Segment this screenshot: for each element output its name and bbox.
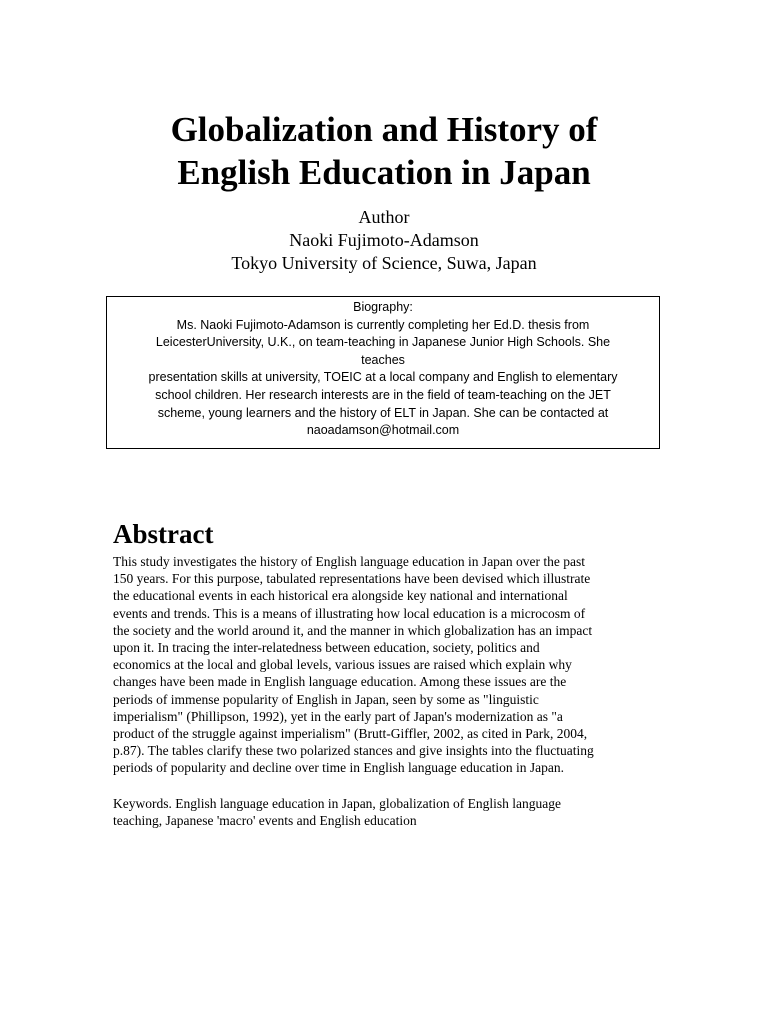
abstract-line: upon it. In tracing the inter-relatedness between education, society, politics and	[113, 640, 540, 656]
paper-title	[0, 108, 768, 194]
abstract-line: events and trends. This is a means of illustrating how local education is a microcosm of	[113, 605, 586, 621]
abstract-line: This study investigates the history of English language education in Japan over the past	[113, 554, 586, 569]
biography-line: teaches	[361, 352, 405, 367]
abstract-line: imperialism" (Phillipson, 1992), yet in the early part of Japan's modernization as "a	[113, 708, 563, 724]
biography-line: presentation skills at university, TOEIC at a local company and English to elementary	[148, 370, 618, 385]
abstract-line: economics at the local and global levels, various issues are raised which explain why	[113, 657, 572, 673]
author-block	[0, 206, 768, 275]
keywords-line: teaching, Japanese 'macro' events and English education	[113, 813, 417, 829]
abstract-line: product of the struggle against imperialism" (Brutt-Giffler, 2002, as cited in Park, 2004,	[113, 726, 588, 742]
title-line-1: Globalization and History of	[170, 110, 598, 149]
biography-line: Ms. Naoki Fujimoto-Adamson is currently completing her Ed.D. thesis from	[176, 317, 590, 332]
biography-line: scheme, young learners and the history of ELT in Japan. She can be contacted at	[157, 405, 609, 420]
biography-line: LeicesterUniversity, U.K., on team-teaching in Japanese Junior High Schools. She	[155, 335, 611, 350]
abstract-line: p.87). The tables clarify these two polarized stances and give insights into the fluctuating	[113, 743, 594, 759]
biography-line: school children. Her research interests are in the field of team-teaching on the JET	[155, 387, 611, 402]
biography-email: naoadamson@hotmail.com	[306, 423, 460, 438]
abstract-line: changes have been made in English language education. Among these issues are the	[113, 674, 567, 690]
author-name: Naoki Fujimoto-Adamson	[289, 230, 479, 250]
keywords-line: Keywords. English language education in Japan, globalization of English language	[113, 796, 562, 811]
abstract-line: the society and the world around it, and the manner in which globalization has an impact	[113, 622, 593, 638]
abstract-line: periods of immense popularity of English in Japan, seen by some as "linguistic	[113, 691, 539, 707]
keywords-paragraph	[113, 795, 658, 829]
author-affiliation: Tokyo University of Science, Suwa, Japan	[231, 253, 537, 273]
biography-box	[106, 296, 660, 449]
author-label: Author	[358, 207, 410, 227]
abstract-line: 150 years. For this purpose, tabulated representations have been devised which illustrate	[113, 571, 591, 587]
title-line-2: English Education in Japan	[177, 153, 591, 192]
abstract-line: the educational events in each historical era alongside key national and international	[113, 588, 568, 604]
abstract-body	[113, 553, 658, 777]
biography-heading: Biography:	[353, 300, 413, 314]
abstract-heading: Abstract	[113, 519, 214, 549]
abstract-line: periods of popularity and decline over time in English language education in Japan.	[113, 760, 564, 776]
